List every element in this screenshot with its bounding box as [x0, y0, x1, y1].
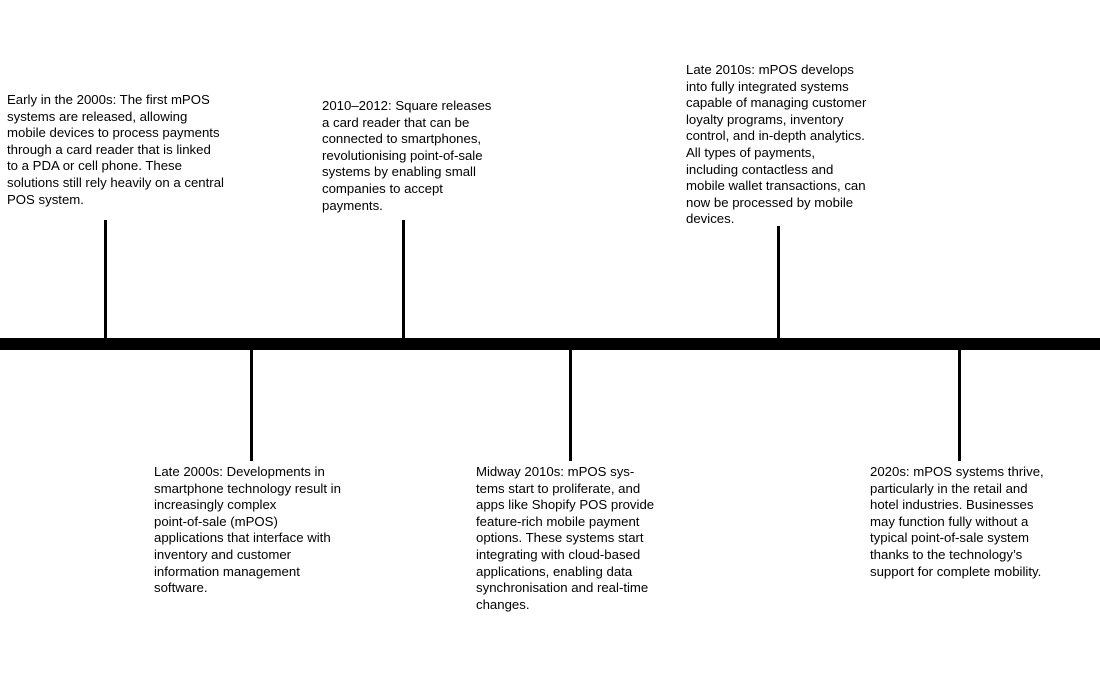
timeline-axis [0, 338, 1100, 350]
event-late-2010s: Late 2010s: mPOS develops into fully integrated systems capable of managing customer loyalty programs, inventory control, and in-depth analytics. All types of payments, including contactless and mobile wallet transactions, can now be processed by mobile devices. [686, 62, 867, 227]
event-midway-2010s: Midway 2010s: mPOS sys- tems start to proliferate, and apps like Shopify POS provide feature-rich mobile payment options. These systems start integrating with cloud-based applications, enabling data synchronisation and real-time changes. [476, 464, 655, 612]
event-connector-2010-2012 [402, 220, 405, 340]
event-2010-2012: 2010–2012: Square releases a card reader that can be connected to smartphones, revolutionising point-of-sale systems by enabling small companies to accept payments. [322, 98, 492, 213]
event-connector-midway-2010s [569, 348, 572, 461]
event-2020s: 2020s: mPOS systems thrive, particularly in the retail and hotel industries. Businesses may function fully without a typical point-of-sale system thanks to the technology’s support for complete mobility. [870, 464, 1044, 579]
event-connector-late-2010s [777, 226, 780, 340]
event-early-2000s: Early in the 2000s: The first mPOS systems are released, allowing mobile devices to process payments through a card reader that is linked to a PDA or cell phone. These solutions still rely heavily on a central POS system. [7, 92, 224, 207]
event-connector-late-2000s [250, 348, 253, 461]
event-late-2000s: Late 2000s: Developments in smartphone technology result in increasingly complex point-of-sale (mPOS) applications that interface with inventory and customer information management software. [154, 464, 341, 596]
event-connector-2020s [958, 348, 961, 461]
event-connector-early-2000s [104, 220, 107, 340]
